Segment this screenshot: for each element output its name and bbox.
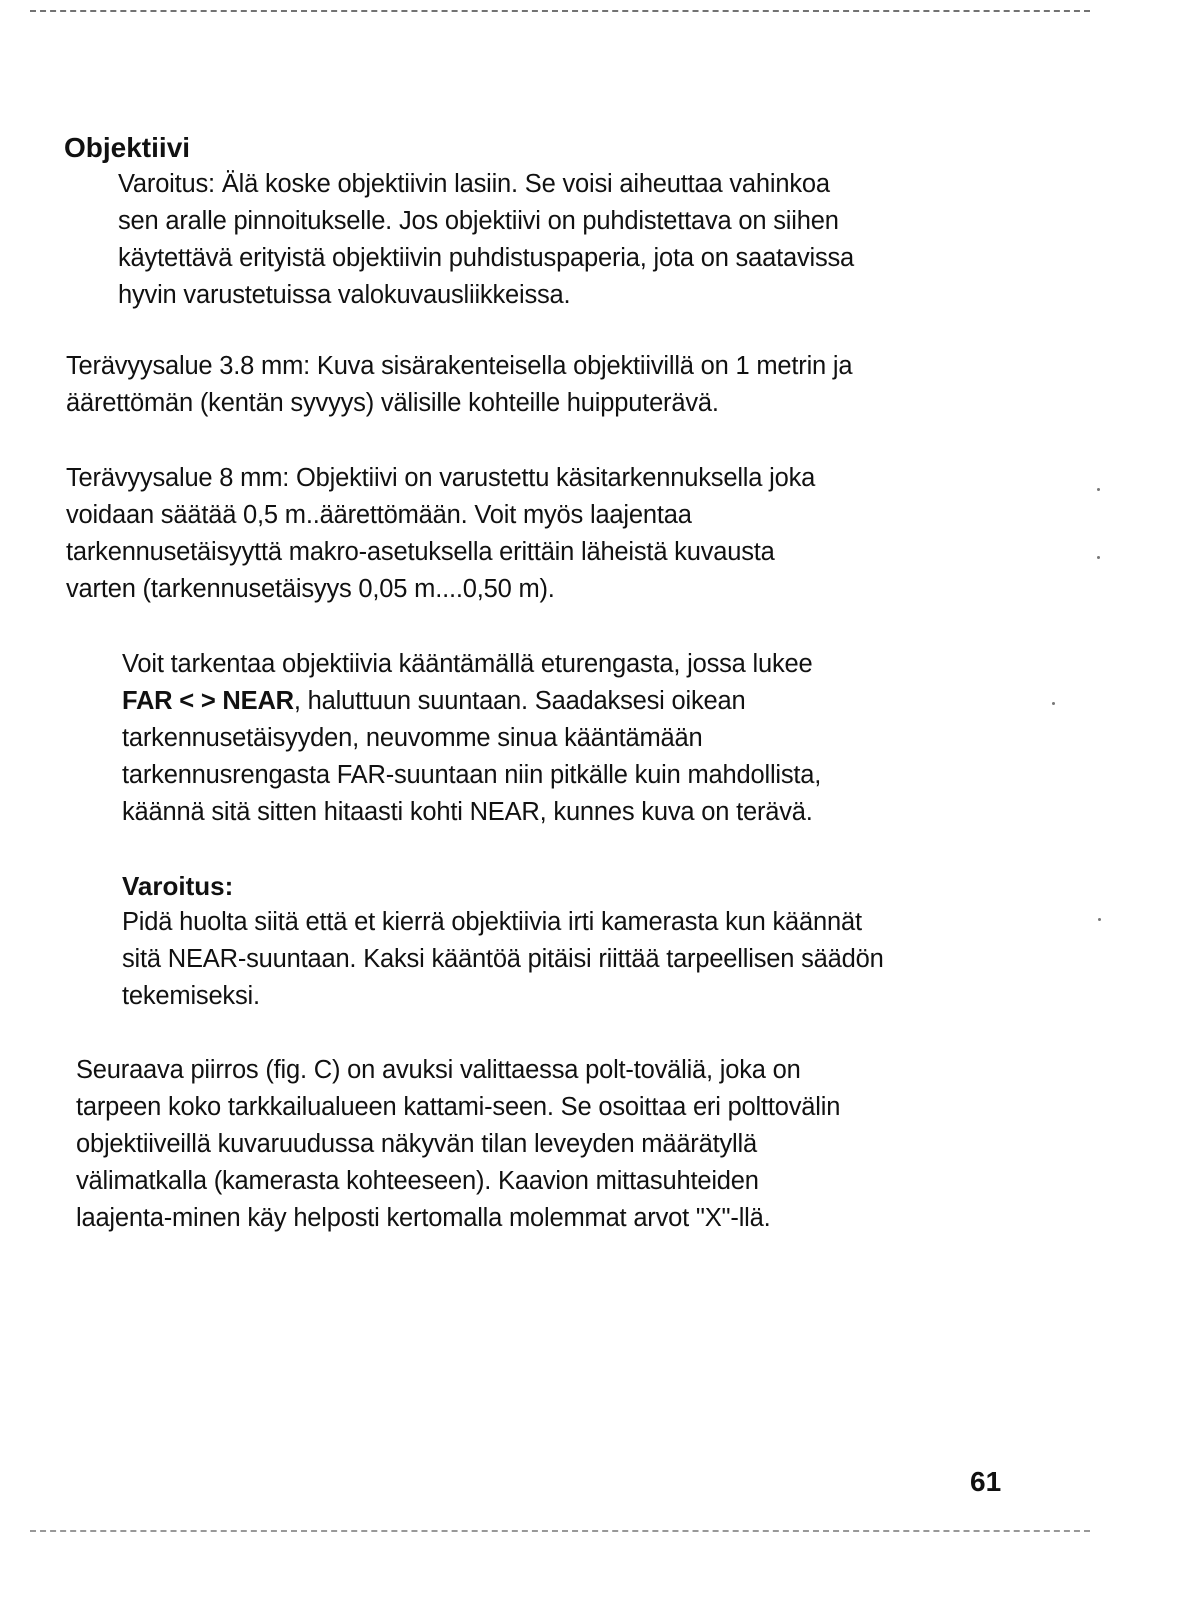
text-span: , haluttuun suuntaan. Saadaksesi oikean (293, 687, 746, 715)
text-line: tekemiseksi. (122, 982, 260, 1010)
scan-speck (1098, 918, 1101, 921)
text-line: tarkennusetäisyyden, neuvomme sinua kääntämään (122, 724, 703, 752)
text-line: hyvin varustetuissa valokuvausliikkeissa. (118, 281, 571, 309)
far-near-term: FAR < > NEAR (122, 687, 294, 715)
text-line: varten (tarkennusetäisyys 0,05 m....0,50 m). (66, 575, 555, 603)
text-line: sen aralle pinnoitukselle. Jos objektiivi on puhdistettava on siihen (118, 207, 839, 235)
scan-speck (1097, 556, 1100, 559)
focus-ring-paragraph (122, 646, 1122, 831)
text-line: Terävyysalue 3.8 mm: Kuva sisärakenteisella objektiivillä on 1 metrin ja (66, 352, 853, 380)
scan-speck (1052, 702, 1055, 705)
text-line: käytettävä erityistä objektiivin puhdistuspaperia, jota on saatavissa (118, 244, 855, 272)
text-line: tarkennusetäisyyttä makro-asetuksella erittäin läheistä kuvausta (66, 538, 775, 566)
text-line: käännä sitä sitten hitaasti kohti NEAR, kunnes kuva on terävä. (122, 798, 813, 826)
scan-edge-top (30, 10, 1090, 16)
text-line: välimatkalla (kamerasta kohteeseen). Kaavion mittasuhteiden (76, 1167, 759, 1195)
text-line: laajenta-minen käy helposti kertomalla molemmat arvot "X"-llä. (76, 1204, 771, 1232)
text-line: objektiiveillä kuvaruudussa näkyvän tilan leveyden määrätyllä (76, 1130, 757, 1158)
objective-warning-paragraph (118, 166, 1118, 314)
focus-range-8-paragraph (66, 460, 1170, 608)
figure-c-paragraph (76, 1052, 1126, 1237)
warning-title: Varoitus: (122, 871, 234, 901)
focus-range-38-paragraph (66, 348, 1170, 422)
text-line: sitä NEAR-suuntaan. Kaksi kääntöä pitäisi riittää tarpeellisen säädön (122, 945, 884, 973)
page-number: 61 (970, 1466, 1002, 1497)
text-line: voidaan säätää 0,5 m..äärettömään. Voit myös laajentaa (66, 501, 692, 529)
text-line: äärettömän (kentän syvyys) välisille kohteille huipputerävä. (66, 389, 719, 417)
text-line: Seuraava piirros (fig. C) on avuksi valittaessa polt-toväliä, joka on (76, 1056, 801, 1084)
text-line: Terävyysalue 8 mm: Objektiivi on varustettu käsitarkennuksella joka (66, 464, 816, 492)
text-line (122, 683, 1122, 720)
text-line: Voit tarkentaa objektiivia kääntämällä eturengasta, jossa lukee (122, 650, 813, 678)
text-line: Varoitus: Älä koske objektiivin lasiin. Se voisi aiheuttaa vahinkoa (118, 170, 830, 198)
warning-paragraph (122, 904, 1122, 1015)
text-line: Pidä huolta siitä että et kierrä objektiivia irti kamerasta kun käännät (122, 908, 862, 936)
scan-edge-bottom (30, 1530, 1090, 1536)
section-heading: Objektiivi (64, 132, 191, 163)
scan-speck (1097, 488, 1100, 491)
text-line: tarpeen koko tarkkailualueen kattami-seen. Se osoittaa eri polttovälin (76, 1093, 841, 1121)
text-line: tarkennusrengasta FAR-suuntaan niin pitkälle kuin mahdollista, (122, 761, 822, 789)
